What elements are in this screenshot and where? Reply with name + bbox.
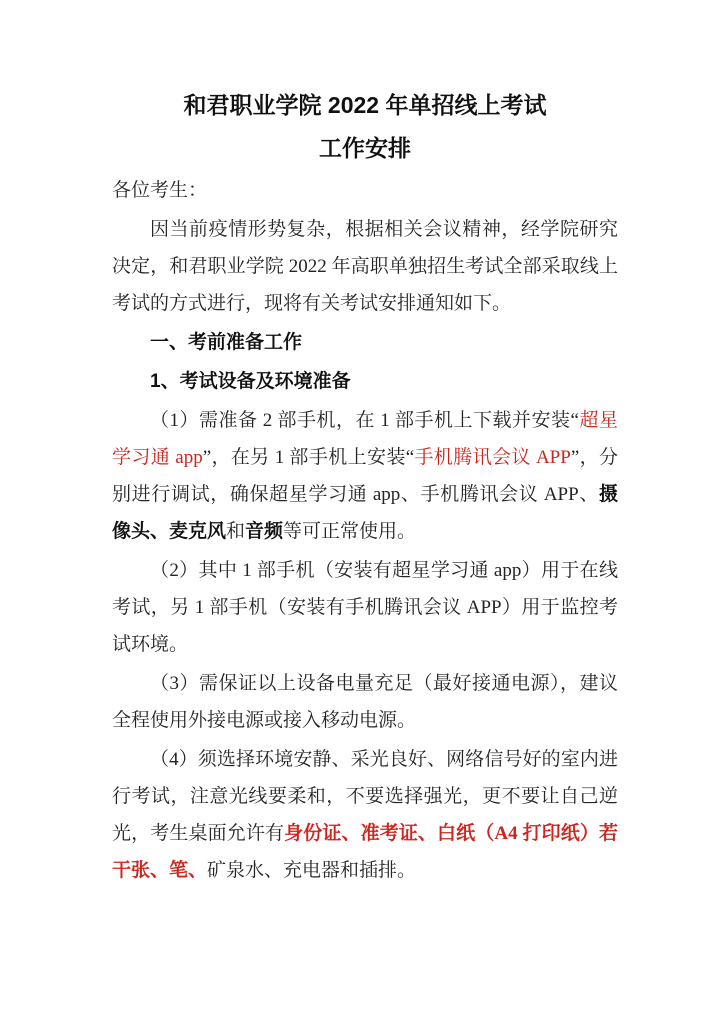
exam-item-2 xyxy=(112,552,618,663)
subsection-heading-1: 1、考试设备及环境准备 xyxy=(150,371,351,392)
text-run: （3）需保证以上设备电量充足（最好接通电源），建议全程使用外接电源或接入移动电源。 xyxy=(112,673,618,731)
section-heading-1: 一、考前准备工作 xyxy=(150,332,303,353)
document-title xyxy=(112,84,618,170)
text-run: 矿泉水、充电器和插排。 xyxy=(207,860,417,881)
document-title-line2: 工作安排 xyxy=(319,135,411,161)
exam-item-3 xyxy=(112,665,618,739)
text-run: 超星学习通 app xyxy=(112,410,618,468)
text-run: 摄像头、麦克风 xyxy=(112,484,618,542)
text-run: ”，在另 1 部手机上安装“ xyxy=(202,447,415,468)
salutation: 各位考生： xyxy=(112,180,208,201)
exam-item-4 xyxy=(112,741,618,889)
text-run: 因当前疫情形势复杂，根据相关会议精神，经学院研究决定，和君职业学院 2022 年高职单独招生考试全部采取线上考试的方式进行，现将有关考试安排通知如下。 xyxy=(112,219,618,314)
exam-item-1 xyxy=(112,402,618,550)
text-run: 身份证、准考证、白纸（A4 打印纸）若干张、笔、 xyxy=(112,823,618,881)
text-run: 和 xyxy=(226,521,246,542)
text-run: （2）其中 1 部手机（安装有超星学习通 app）用于在线考试，另 1 部手机（安装有手机腾讯会议 APP）用于监控考试环境。 xyxy=(112,560,618,655)
document-title-line1: 和君职业学院 2022 年单招线上考试 xyxy=(183,92,547,118)
text-run: （4）须选择环境安静、采光良好、网络信号好的室内进行考试，注意光线要柔和，不要选择强光，更不要让自己逆光，考生桌面允许有 xyxy=(112,749,618,844)
text-run: ”，分别进行调试，确保超星学习通 app、手机腾讯会议 APP、 xyxy=(112,447,619,505)
text-run: 音频 xyxy=(245,521,284,542)
intro-paragraph xyxy=(112,211,618,322)
text-run: 手机腾讯会议 APP xyxy=(414,447,571,468)
text-run: （1）需准备 2 部手机，在 1 部手机上下载并安装“ xyxy=(150,410,579,431)
text-run: 等可正常使用。 xyxy=(283,521,417,542)
